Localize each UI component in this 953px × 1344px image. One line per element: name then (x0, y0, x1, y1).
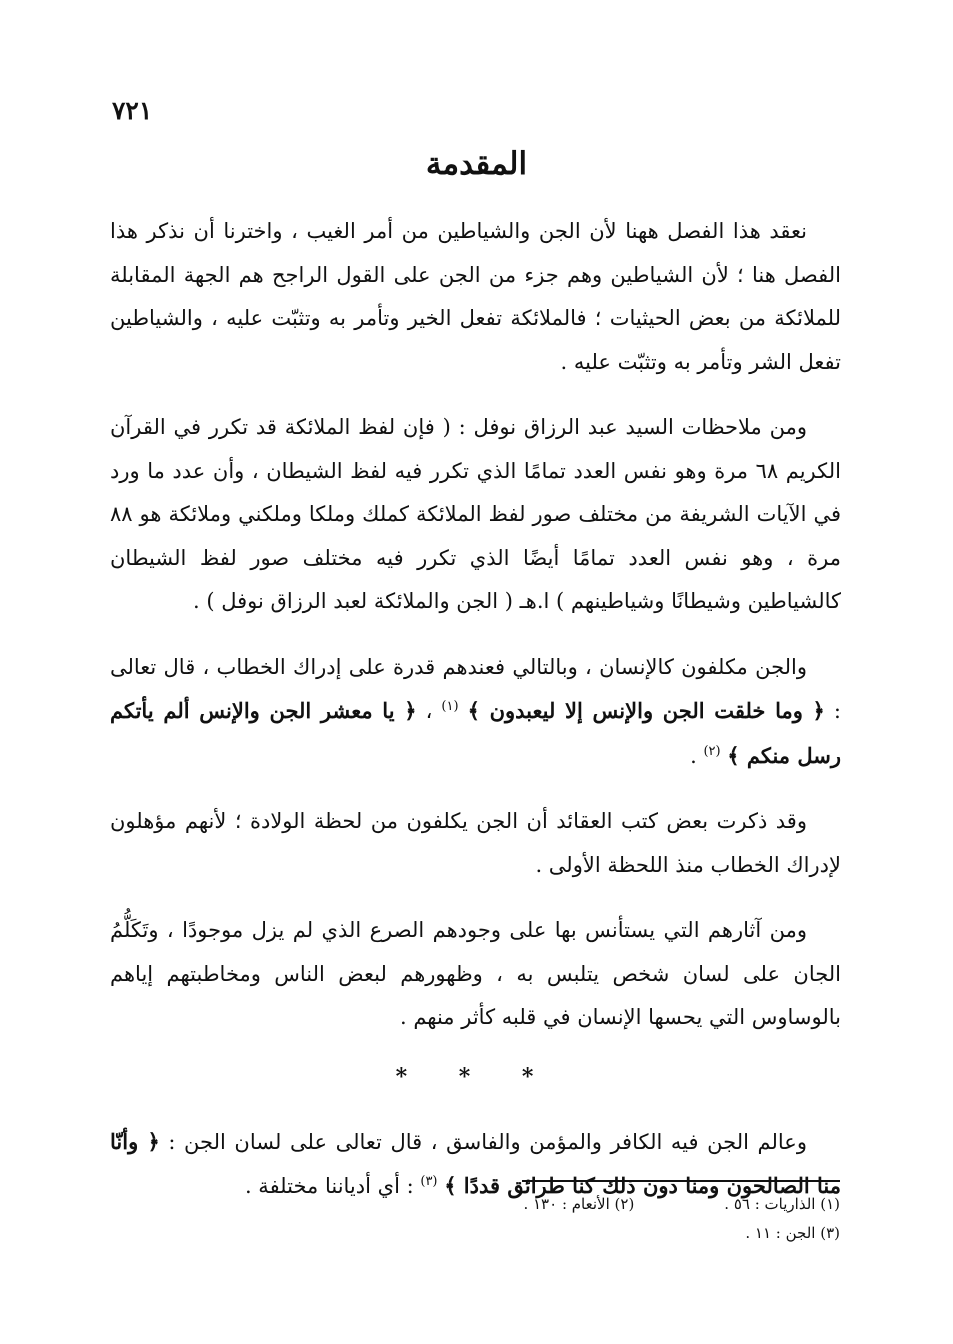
paragraph-6-end: : أي أدياننا مختلفة . (244, 1174, 414, 1198)
footnote-ref-2: (٢) (703, 743, 721, 759)
footnotes (460, 1190, 840, 1248)
quran-verse-3: ﴿ وأنّا منا الصالحون ومنا دون ذلك كنا طرائق قددًا ﴾ (110, 1128, 841, 1198)
footnote-2: (٢) الأنعام : ١٣٠ . (523, 1195, 635, 1213)
footnote-3: (٣) الجن : ١١ . (745, 1224, 840, 1242)
paragraph-3-end: . (690, 743, 697, 768)
paragraph-3 (110, 646, 841, 779)
section-separator: * * * (395, 1063, 556, 1090)
footnote-ref-1: (١) (441, 699, 459, 714)
footnote-row-2 (460, 1219, 840, 1248)
footnote-1: (١) الذاريات : ٥٦ . (724, 1195, 840, 1213)
footnote-ref-3: (٣) (420, 1174, 438, 1189)
paragraph-1: نعقد هذا الفصل ههنا لأن الجن والشياطين من أمر الغيب ، واخترنا أن نذكر هذا الفصل هنا ؛ لأن الشياطين وهم جزء من الجن على القول الراجح هم الجهة المقابلة للملائكة من بعض الحيثيات ؛ فالملائكة تفعل الخير وتأمر به وتثبّت عليه ، والشياطين تفعل الشر وتأمر به وتثبّت عليه . (110, 219, 841, 374)
footnote-row-1 (460, 1190, 840, 1219)
paragraph-4: وقد ذكرت بعض كتب العقائد أن الجن يكلفون من لحظة الولادة ؛ لأنهم مؤهلون لإدراك الخطاب منذ اللحظة الأولى . (110, 809, 841, 877)
quran-verse-2: ﴿ يا معشر الجن والإنس ألم يأتكم رسل منكم ﴾ (110, 698, 841, 768)
paragraph-5: ومن آثارهم التي يستأنس بها على وجودهم الصرع الذي لم يزل موجودًا ، وتَكَلُّمُ الجان على لسان شخص يتلبس به ، وظهورهم لبعض الناس ومخاطبتهم إياهم بالوساوس التي يحسها الإنسان في قلبه كأثر منهم . (110, 918, 841, 1029)
verse-separator: ، (425, 699, 433, 723)
paragraph-6-intro: وعالم الجن فيه الكافر والمؤمن والفاسق ، قال تعالى على لسان الجن : (168, 1129, 807, 1154)
page-number: ٧٢١ (112, 96, 153, 125)
page-title: المقدمة (425, 146, 528, 182)
paragraph-2: ومن ملاحظات السيد عبد الرزاق نوفل : ( فإن لفظ الملائكة قد تكرر في القرآن الكريم ٦٨ مرة وهو نفس العدد تمامًا الذي تكرر فيه لفظ الشيطان ، وأن عدد ما ورد في الآيات الشريفة من مختلف صور لفظ الملائكة كملك وملكا وملكني وملائكة هو ٨٨ مرة ، وهو نفس العدد تمامًا أيضًا الذي تكرر فيه مختلف صور لفظ الشيطان كالشياطين وشيطانًا وشياطينهم ) ا.هـ ( الجن والملائكة لعبد الرزاق نوفل ) . (110, 415, 841, 613)
footnote-divider (522, 1180, 840, 1182)
quran-verse-1: ﴿ وما خلقت الجن والإنس إلا ليعبدون ﴾ (467, 698, 825, 723)
paragraph-3-intro: والجن مكلفون كالإنسان ، وبالتالي فعندهم قدرة على إدراك الخطاب ، قال تعالى : (110, 654, 841, 723)
main-text (110, 210, 841, 1231)
